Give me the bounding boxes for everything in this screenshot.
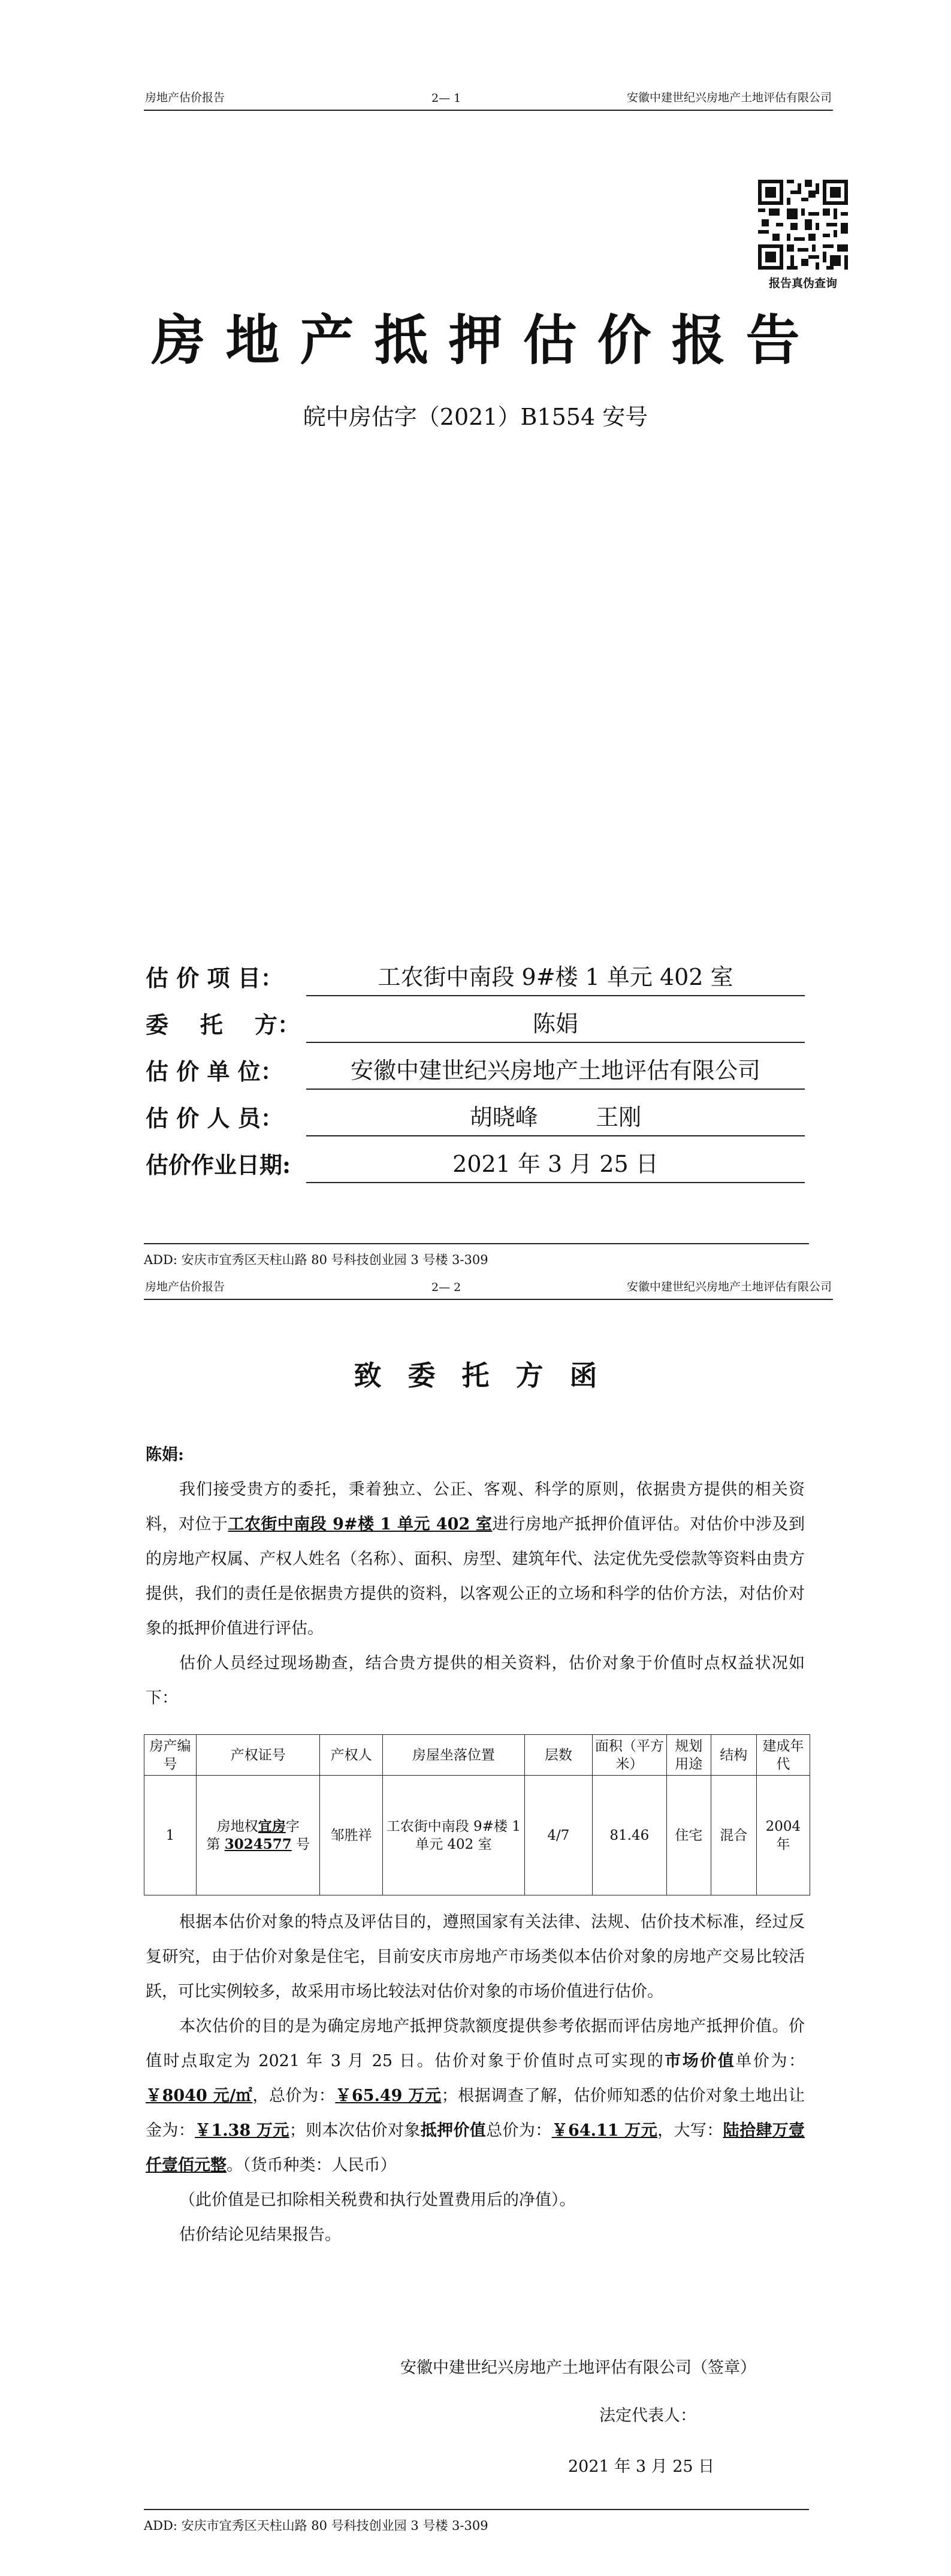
table-header-cell: 面积（平方米）: [592, 1735, 666, 1776]
table-header-cell: 房产编号: [144, 1735, 197, 1776]
letter-paragraph-4: 本次估价的目的是为确定房地产抵押贷款额度提供参考依据而评估房地产抵押价值。价值时点取定为 2021 年 3 月 25 日。估价对象于价值时点可实现的市场价值单价为：￥8040 元/㎡，总价为：￥65.49 万元；根据调查了解，估价师知悉的估价对象土地出让金为：￥1.38 万元；则本次估价对象抵押价值总价为：￥64.11 万元，大写：陆拾肆万壹仟壹佰元整。（货币种类：人民币）: [146, 2017, 805, 2175]
qr-code-icon[interactable]: [758, 180, 848, 270]
field-label: 估 价 人 员：: [146, 1105, 283, 1132]
table-header-cell: 建成年代: [756, 1735, 810, 1776]
table-header-cell: 层数: [524, 1735, 592, 1776]
table-header-row: [144, 1735, 810, 1776]
field-value: 2021 年 3 月 25 日: [452, 1151, 659, 1177]
field-value: 工农街中南段 9#楼 1 单元 402 室: [378, 964, 733, 990]
property-address: 工农街中南段 9#楼 1 单元 402 室: [228, 1515, 493, 1534]
footer-address: ADD: 安庆市宜秀区天柱山路 80 号科技创业园 3 号楼 3-309: [144, 2509, 809, 2534]
report-title: 房地产抵押估价报告: [151, 309, 820, 372]
signature-company: 安徽中建世纪兴房地产土地评估有限公司（签章）: [400, 2359, 756, 2377]
field-label: 估价作业日期:: [146, 1151, 291, 1178]
qr-caption: 报告真伪查询: [768, 277, 837, 290]
cell-property-number: 1: [144, 1776, 197, 1895]
header-page-number: 2— 1: [431, 92, 461, 105]
letter-page: [0, 1276, 951, 2576]
letter-body-bottom: [146, 1905, 805, 2253]
land-premium: ￥1.38 万元: [195, 2121, 289, 2140]
footer-address: ADD: 安庆市宜秀区天柱山路 80 号科技创业园 3 号楼 3-309: [144, 1243, 809, 1268]
field-label: 委 托 方：: [146, 1011, 300, 1038]
header-company: 安徽中建世纪兴房地产土地评估有限公司: [626, 1280, 832, 1293]
header-report-type: 房地产估价报告: [145, 1280, 225, 1293]
cell-owner: 邹胜祥: [320, 1776, 382, 1895]
report-cover-page: [0, 0, 951, 1276]
cell-structure: 混合: [711, 1776, 756, 1895]
report-document-number: 皖中房估字（2021）B1554 安号: [303, 404, 648, 430]
table-header-cell: 规划用途: [666, 1735, 711, 1776]
cell-floors: 4/7: [524, 1776, 592, 1895]
header-report-type: 房地产估价报告: [145, 91, 225, 104]
cell-location: 工农街中南段 9#楼 1 单元 402 室: [382, 1776, 524, 1895]
header-company: 安徽中建世纪兴房地产土地评估有限公司: [626, 91, 832, 104]
table-row: [144, 1776, 810, 1895]
signature-legal-representative: 法定代表人：: [599, 2406, 696, 2425]
field-value: 胡晓峰 王刚: [469, 1104, 642, 1130]
letter-body-top: [146, 1438, 805, 1716]
cell-certificate: 房地权宜房字 第 3024577 号: [196, 1776, 320, 1895]
letter-paragraph-2: 估价人员经过现场勘查，结合贵方提供的相关资料，估价对象于价值时点权益状况如下：: [146, 1654, 805, 1707]
page-header: [144, 1276, 833, 1300]
cell-use: 住宅: [666, 1776, 711, 1895]
letter-paragraph-5: （此价值是已扣除相关税费和执行处置费用后的净值）。: [179, 2191, 576, 2209]
header-page-number: 2— 2: [431, 1281, 461, 1294]
table-header-cell: 房屋坐落位置: [382, 1735, 524, 1776]
table-header-cell: 产权证号: [196, 1735, 320, 1776]
mortgage-total-value: ￥64.11 万元: [551, 2121, 658, 2140]
table-header-cell: 结构: [711, 1735, 756, 1776]
letter-paragraph-3: 根据本估价对象的特点及评估目的，遵照国家有关法律、法规、估价技术标准，经过反复研究，由于估价对象是住宅，目前安庆市房地产市场类似本估价对象的房地产交易比较活跃，可比实例较多，故采用市场比较法对估价对象的市场价值进行估价。: [146, 1913, 805, 2001]
letter-title: 致委托方函: [354, 1359, 624, 1392]
page-header: [144, 87, 833, 111]
field-label: 估 价 项 目：: [146, 965, 283, 991]
letter-paragraph-1: 我们接受贵方的委托，秉着独立、公正、客观、科学的原则，依据贵方提供的相关资料，对位于工农街中南段 9#楼 1 单元 402 室进行房地产抵押价值评估。对估价中涉及到的房地产权属、产权人姓名（名称）、面积、房型、建筑年代、法定优先受偿款等资料由贵方提供，我们的责任是依据贵方提供的资料，以客观公正的立场和科学的估价方法，对估价对象的抵押价值进行评估。: [146, 1480, 805, 1638]
table-header-cell: 产权人: [320, 1735, 382, 1776]
cell-area: 81.46: [592, 1776, 666, 1895]
certificate-number: 3024577: [224, 1836, 292, 1852]
field-label: 估 价 单 位：: [146, 1058, 283, 1085]
letter-salutation: 陈娟:: [146, 1446, 184, 1464]
property-rights-table: [144, 1734, 810, 1895]
letter-paragraph-6: 估价结论见结果报告。: [179, 2226, 341, 2244]
cell-year: 2004 年: [756, 1776, 810, 1895]
field-value: 陈娟: [532, 1011, 578, 1037]
signature-date: 2021 年 3 月 25 日: [568, 2457, 715, 2476]
market-total-value: ￥65.49 万元: [335, 2087, 442, 2105]
unit-price: ￥8040 元/㎡: [146, 2087, 253, 2105]
value-in-words: 陆拾肆万壹仟壹佰元整: [146, 2121, 805, 2175]
field-value: 安徽中建世纪兴房地产土地评估有限公司: [350, 1057, 760, 1084]
